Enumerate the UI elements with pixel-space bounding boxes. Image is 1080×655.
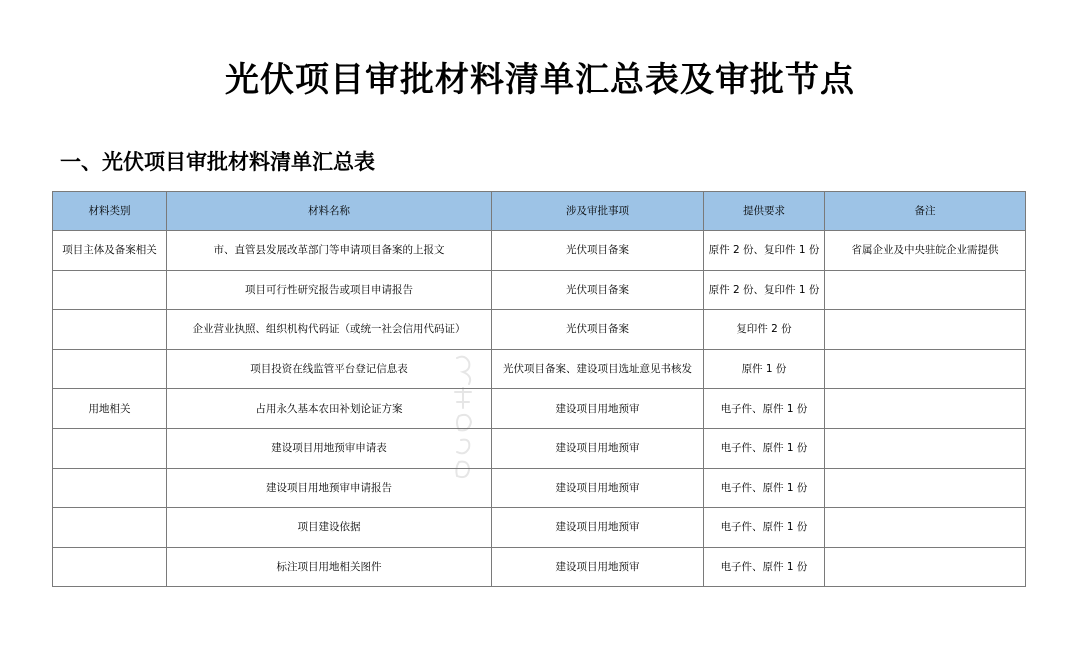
cell-remarks: 省属企业及中央驻皖企业需提供 [825, 231, 1026, 271]
header-remarks: 备注 [825, 192, 1026, 231]
cell-requirement: 原件 1 份 [704, 349, 825, 389]
cell-requirement: 复印件 2 份 [704, 310, 825, 350]
cell-material-name: 企业营业执照、组织机构代码证（或统一社会信用代码证） [167, 310, 492, 350]
section-heading: 一、光伏项目审批材料清单汇总表 [60, 150, 375, 174]
cell-approval-item: 光伏项目备案 [492, 270, 704, 310]
cell-requirement: 原件 2 份、复印件 1 份 [704, 231, 825, 271]
cell-material-name: 建设项目用地预审申请报告 [167, 468, 492, 508]
cell-material-name: 项目投资在线监管平台登记信息表 [167, 349, 492, 389]
cell-material-name: 建设项目用地预审申请表 [167, 428, 492, 468]
header-material-category: 材料类别 [53, 192, 167, 231]
cell-remarks [825, 428, 1026, 468]
table-row [53, 270, 1026, 310]
cell-requirement: 电子件、原件 1 份 [704, 468, 825, 508]
cell-category: 项目主体及备案相关 [53, 231, 167, 271]
cell-remarks [825, 389, 1026, 429]
cell-requirement: 电子件、原件 1 份 [704, 547, 825, 587]
table-row [53, 310, 1026, 350]
materials-table-container [52, 191, 1025, 587]
cell-material-name: 项目可行性研究报告或项目申请报告 [167, 270, 492, 310]
cell-material-name: 占用永久基本农田补划论证方案 [167, 389, 492, 429]
cell-remarks [825, 508, 1026, 548]
header-requirement: 提供要求 [704, 192, 825, 231]
header-approval-item: 涉及审批事项 [492, 192, 704, 231]
cell-category: 用地相关 [53, 389, 167, 429]
cell-material-name: 项目建设依据 [167, 508, 492, 548]
header-material-name: 材料名称 [167, 192, 492, 231]
cell-approval-item: 光伏项目备案 [492, 231, 704, 271]
cell-category [53, 508, 167, 548]
cell-category [53, 468, 167, 508]
cell-category [53, 310, 167, 350]
cell-category [53, 270, 167, 310]
cell-requirement: 原件 2 份、复印件 1 份 [704, 270, 825, 310]
cell-requirement: 电子件、原件 1 份 [704, 428, 825, 468]
cell-remarks [825, 547, 1026, 587]
cell-remarks [825, 349, 1026, 389]
cell-approval-item: 建设项目用地预审 [492, 547, 704, 587]
cell-remarks [825, 310, 1026, 350]
cell-approval-item: 建设项目用地预审 [492, 508, 704, 548]
materials-table [52, 191, 1026, 587]
cell-material-name: 标注项目用地相关图件 [167, 547, 492, 587]
table-row [53, 547, 1026, 587]
document-title: 光伏项目审批材料清单汇总表及审批节点 [225, 60, 855, 100]
cell-remarks [825, 468, 1026, 508]
table-row [53, 428, 1026, 468]
cell-category [53, 547, 167, 587]
table-header-row [53, 192, 1026, 231]
table-row [53, 508, 1026, 548]
cell-approval-item: 建设项目用地预审 [492, 389, 704, 429]
cell-approval-item: 建设项目用地预审 [492, 468, 704, 508]
table-row [53, 349, 1026, 389]
cell-approval-item: 光伏项目备案、建设项目选址意见书核发 [492, 349, 704, 389]
cell-material-name: 市、直管县发展改革部门等申请项目备案的上报文 [167, 231, 492, 271]
cell-requirement: 电子件、原件 1 份 [704, 389, 825, 429]
cell-remarks [825, 270, 1026, 310]
table-row [53, 468, 1026, 508]
table-row [53, 389, 1026, 429]
cell-requirement: 电子件、原件 1 份 [704, 508, 825, 548]
cell-approval-item: 光伏项目备案 [492, 310, 704, 350]
table-row [53, 231, 1026, 271]
cell-category [53, 428, 167, 468]
cell-approval-item: 建设项目用地预审 [492, 428, 704, 468]
cell-category [53, 349, 167, 389]
